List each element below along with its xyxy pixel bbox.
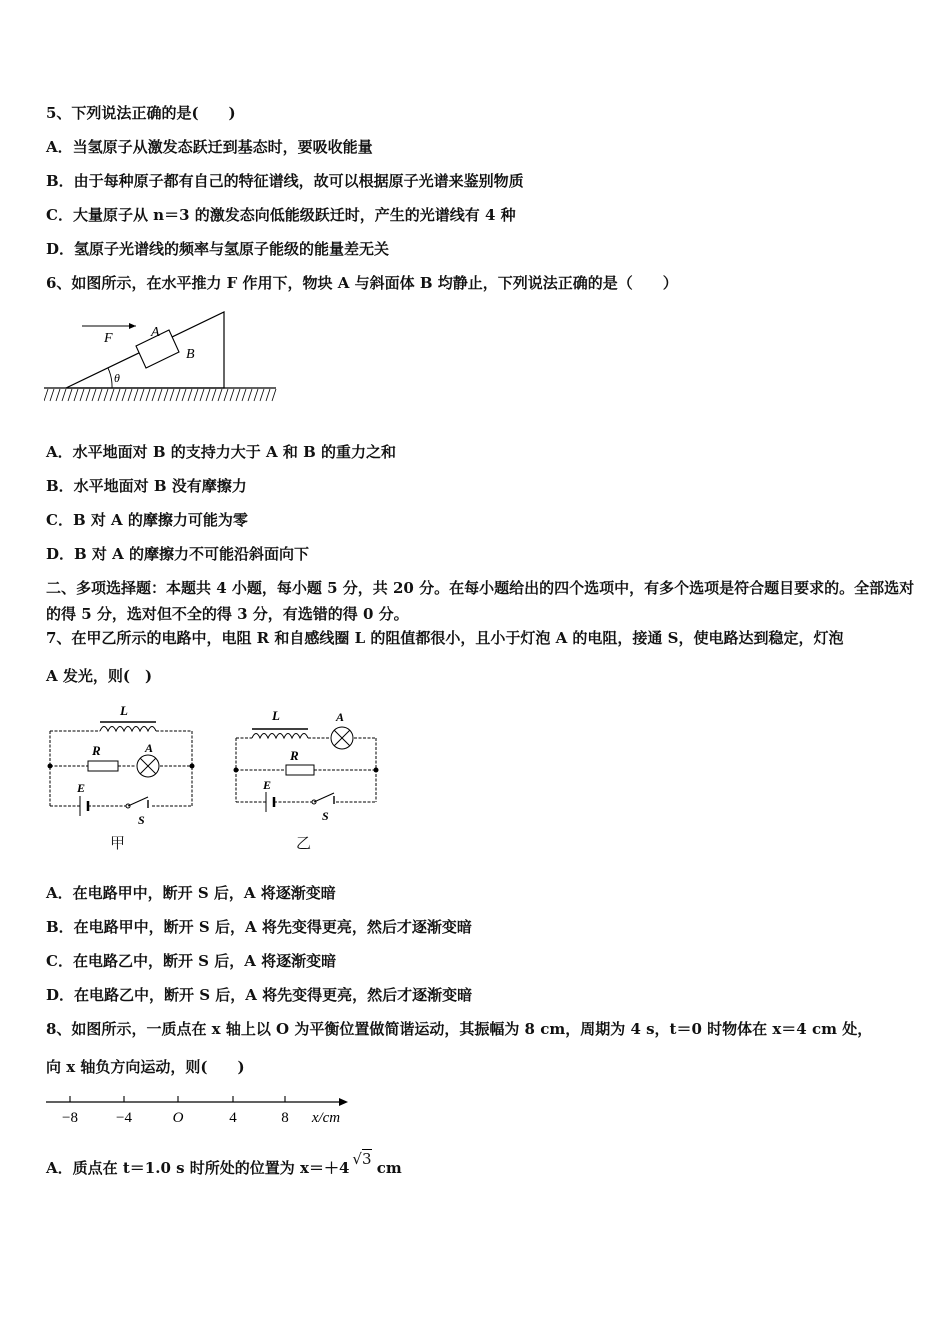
caption-jia: 甲 xyxy=(110,834,126,852)
svg-text:S: S xyxy=(322,809,329,823)
inductor-l xyxy=(100,727,156,732)
q7-stem-line2: A 发光，则( ) xyxy=(46,667,153,685)
q8-stem-line1: 8、如图所示，一质点在 x 轴上以 O 为平衡位置做简谐运动，其振幅为 8 cm，周期为 4 s，t＝0 时物体在 x＝4 cm 处， xyxy=(46,1020,873,1038)
q7-stem-line1: 7、在甲乙所示的电路中，电阻 R 和自感线圈 L 的阻值都很小，且小于灯泡 A 的电阻，接通 S，使电路达到稳定，灯泡 xyxy=(46,629,844,647)
sqrt-radicand: 3 xyxy=(361,1150,372,1168)
tick-8: 8 xyxy=(281,1110,289,1126)
q7-option-d: D．在电路乙中，断开 S 后，A 将先变得更亮，然后才逐渐变暗 xyxy=(46,986,473,1004)
q5-option-a: A．当氢原子从激发态跃迁到基态时，要吸收能量 xyxy=(46,138,373,156)
svg-text:E: E xyxy=(77,781,86,795)
tick-neg4: −4 xyxy=(116,1110,132,1126)
svg-text:S: S xyxy=(138,813,145,827)
q5-stem: 5、下列说法正确的是( ) xyxy=(46,104,236,122)
tick-origin: O xyxy=(172,1110,184,1126)
svg-text:L: L xyxy=(120,703,128,718)
q8-option-a-text: A．质点在 t＝1.0 s 时所处的位置为 x＝＋4 xyxy=(46,1159,350,1177)
label-f: F xyxy=(104,331,113,346)
circuit-yi xyxy=(230,698,386,828)
switch-s xyxy=(314,793,334,802)
label-theta: θ xyxy=(114,371,120,385)
inductor-l xyxy=(252,734,308,739)
q6-stem: 6、如图所示，在水平推力 F 作用下，物块 A 与斜面体 B 均静止，下列说法正确的是（ ） xyxy=(46,274,678,292)
q5-option-d: D．氢原子光谱线的频率与氢原子能级的能量差无关 xyxy=(46,240,390,258)
q6-option-b: B．水平地面对 B 没有摩擦力 xyxy=(46,477,247,495)
switch-s xyxy=(128,797,148,806)
q7-option-c: C．在电路乙中，断开 S 后，A 将逐渐变暗 xyxy=(46,952,337,970)
resistor-r xyxy=(88,761,118,771)
q5-option-c: C．大量原子从 n＝3 的激发态向低能级跃迁时，产生的光谱线有 4 种 xyxy=(46,206,516,224)
circuit-jia xyxy=(44,698,200,828)
svg-text:L: L xyxy=(272,708,280,723)
section2-heading: 二、多项选择题：本题共 4 小题，每小题 5 分，共 20 分。在每小题给出的四个选项中，有多个选项是符合题目要求的。全部选对的得 5 分，选对但不全的得 3 分，有选错的得 0 分。 xyxy=(46,579,915,623)
q8-option-a xyxy=(46,1150,402,1178)
svg-text:A: A xyxy=(145,741,154,755)
q8-option-a-unit: cm xyxy=(376,1159,402,1177)
q6-option-c: C．B 对 A 的摩擦力可能为零 xyxy=(46,511,248,529)
sqrt-symbol: √3 xyxy=(352,1150,372,1168)
q5-option-b: B．由于每种原子都有自己的特征谱线，故可以根据原子光谱来鉴别物质 xyxy=(46,172,524,190)
svg-text:R: R xyxy=(290,748,299,763)
svg-text:A: A xyxy=(336,710,345,724)
label-b: B xyxy=(186,347,195,362)
resistor-r xyxy=(286,765,314,775)
tick-4: 4 xyxy=(229,1110,237,1126)
svg-text:R: R xyxy=(92,743,101,758)
tick-neg8: −8 xyxy=(62,1110,78,1126)
q6-option-d: D．B 对 A 的摩擦力不可能沿斜面向下 xyxy=(46,545,309,563)
axis-label: x/cm xyxy=(311,1110,341,1126)
caption-yi: 乙 xyxy=(296,834,312,852)
label-a: A xyxy=(151,325,160,340)
x-axis-figure xyxy=(44,1092,352,1130)
q7-option-b: B．在电路甲中，断开 S 后，A 将先变得更亮，然后才逐渐变暗 xyxy=(46,918,472,936)
q8-stem-line2: 向 x 轴负方向运动，则( ) xyxy=(46,1058,245,1076)
q7-option-a: A．在电路甲中，断开 S 后，A 将逐渐变暗 xyxy=(46,884,336,902)
q6-option-a: A．水平地面对 B 的支持力大于 A 和 B 的重力之和 xyxy=(46,443,396,461)
incline-figure xyxy=(44,305,280,407)
svg-text:E: E xyxy=(263,778,272,792)
